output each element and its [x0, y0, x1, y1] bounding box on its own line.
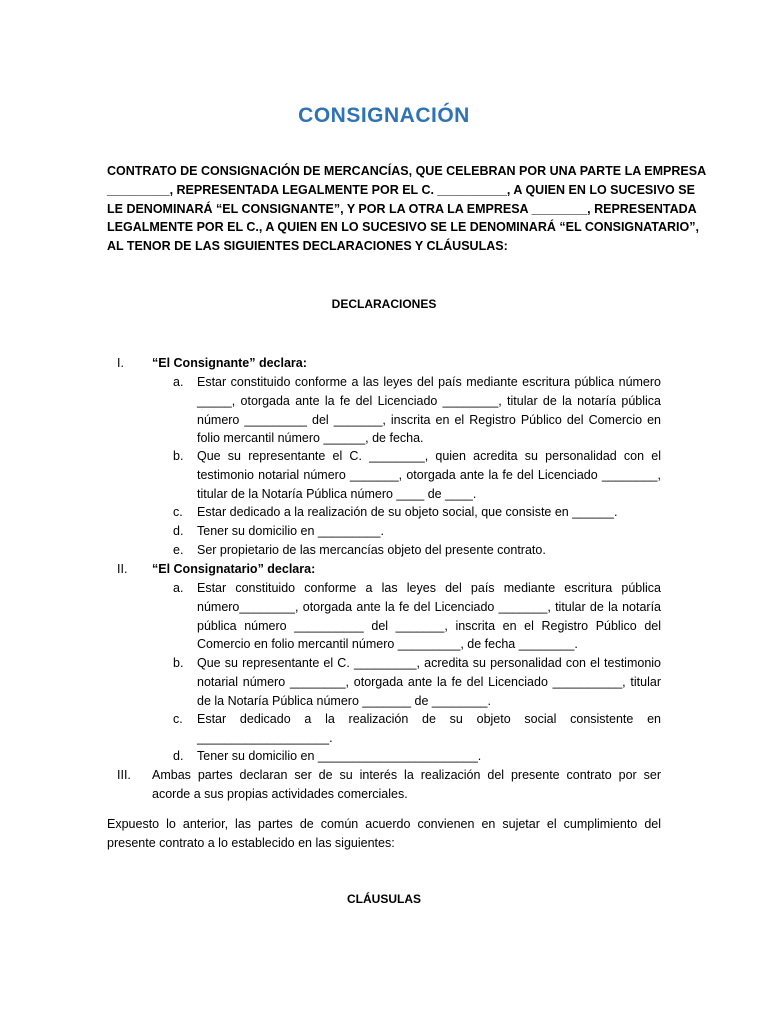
intro-line: LEGALMENTE POR EL C., A QUIEN EN LO SUCESIVO SE LE DENOMINARÁ “EL CONSIGNATARIO”, [107, 220, 699, 235]
item-marker: e. [173, 543, 184, 557]
section-i-item-e [173, 541, 661, 560]
item-line: Que su representante el C. ________, quien acredita su personalidad con el [197, 449, 661, 463]
section-ii-item-c [173, 710, 661, 748]
item-marker: c. [173, 712, 183, 726]
section-i-numeral: I. [117, 356, 124, 370]
item-marker: a. [173, 581, 184, 595]
section-iii-text [152, 766, 661, 804]
intro-line: _________, REPRESENTADA LEGALMENTE POR EL C. __________, A QUIEN EN LO SUCESIVO SE [107, 182, 695, 197]
closing-paragraph [107, 815, 661, 853]
item-line: Estar constituido conforme a las leyes del país mediante escritura pública [197, 581, 661, 595]
intro-line: LE DENOMINARÁ “EL CONSIGNANTE”, Y POR LA OTRA LA EMPRESA ________, REPRESENTADA [107, 201, 697, 216]
item-marker: d. [173, 524, 184, 538]
clausulas-heading: CLÁUSULAS [347, 892, 421, 906]
item-line: Estar dedicado a la realización de su objeto social consistente en [197, 712, 661, 726]
section-iii-numeral: III. [117, 768, 131, 782]
item-line: testimonio notarial número _______, otorgada ante la fe del Licenciado ________, [197, 467, 661, 482]
intro-paragraph [107, 162, 707, 256]
item-line: folio mercantil número ______, de fecha. [197, 431, 424, 446]
section-ii-title: “El Consignatario” declara: [152, 562, 316, 576]
item-line: _____, otorgada ante la fe del Licenciado ________, titular de la notaría pública [197, 393, 661, 408]
item-line: pública número __________ del _______, inscrita en el Registro Público del [197, 618, 661, 633]
section-i-item-b [173, 447, 661, 503]
section-ii-item-d [173, 747, 661, 766]
item-line: ___________________. [197, 730, 333, 745]
item-line: número _________ del _______, inscrita en el Registro Público del Comercio en [197, 412, 661, 427]
closing-line: presente contrato a lo establecido en las siguientes: [107, 835, 395, 850]
intro-line: AL TENOR DE LAS SIGUIENTES DECLARACIONES Y CLÁUSULAS: [107, 239, 508, 254]
item-marker: b. [173, 656, 184, 670]
item-line: titular de la Notaría Pública número ____ de ____. [197, 486, 477, 501]
item-line: Estar constituido conforme a las leyes del país mediante escritura pública número [197, 375, 661, 389]
document-title: CONSIGNACIÓN [298, 104, 470, 127]
section-iii-line: acorde a sus propias actividades comerciales. [152, 786, 408, 801]
item-marker: c. [173, 505, 183, 519]
section-ii-numeral: II. [117, 562, 128, 576]
item-line: Que su representante el C. _________, acredita su personalidad con el testimonio [197, 656, 661, 670]
item-line: número________, otorgada ante la fe del Licenciado _______, titular de la notaría [197, 599, 661, 614]
item-line: Comercio en folio mercantil número _________, de fecha ________. [197, 637, 578, 652]
section-ii-item-b [173, 654, 661, 710]
item-marker: a. [173, 375, 184, 389]
section-iii-line: Ambas partes declaran ser de su interés la realización del presente contrato por ser [152, 768, 661, 782]
closing-line: Expuesto lo anterior, las partes de común acuerdo convienen en sujetar el cumplimiento del [107, 817, 661, 831]
item-line: Tener su domicilio en _______________________. [197, 749, 482, 763]
section-i-title: “El Consignante” declara: [152, 356, 307, 370]
item-line: notarial número ________, otorgada ante la fe del Licenciado __________, titular [197, 674, 661, 689]
item-line: Estar dedicado a la realización de su objeto social, que consiste en ______. [197, 505, 618, 519]
section-i-item-d [173, 522, 661, 541]
item-marker: d. [173, 749, 184, 763]
item-line: de la Notaría Pública número _______ de ________. [197, 693, 491, 708]
section-i-item-c [173, 503, 661, 522]
item-marker: b. [173, 449, 184, 463]
intro-line: CONTRATO DE CONSIGNACIÓN DE MERCANCÍAS, QUE CELEBRAN POR UNA PARTE LA EMPRESA [107, 164, 707, 178]
section-ii-item-a [173, 579, 661, 654]
declaraciones-heading: DECLARACIONES [331, 297, 437, 311]
item-line: Tener su domicilio en _________. [197, 524, 384, 538]
section-i-item-a [173, 373, 661, 448]
item-line: Ser propietario de las mercancías objeto del presente contrato. [197, 543, 546, 557]
